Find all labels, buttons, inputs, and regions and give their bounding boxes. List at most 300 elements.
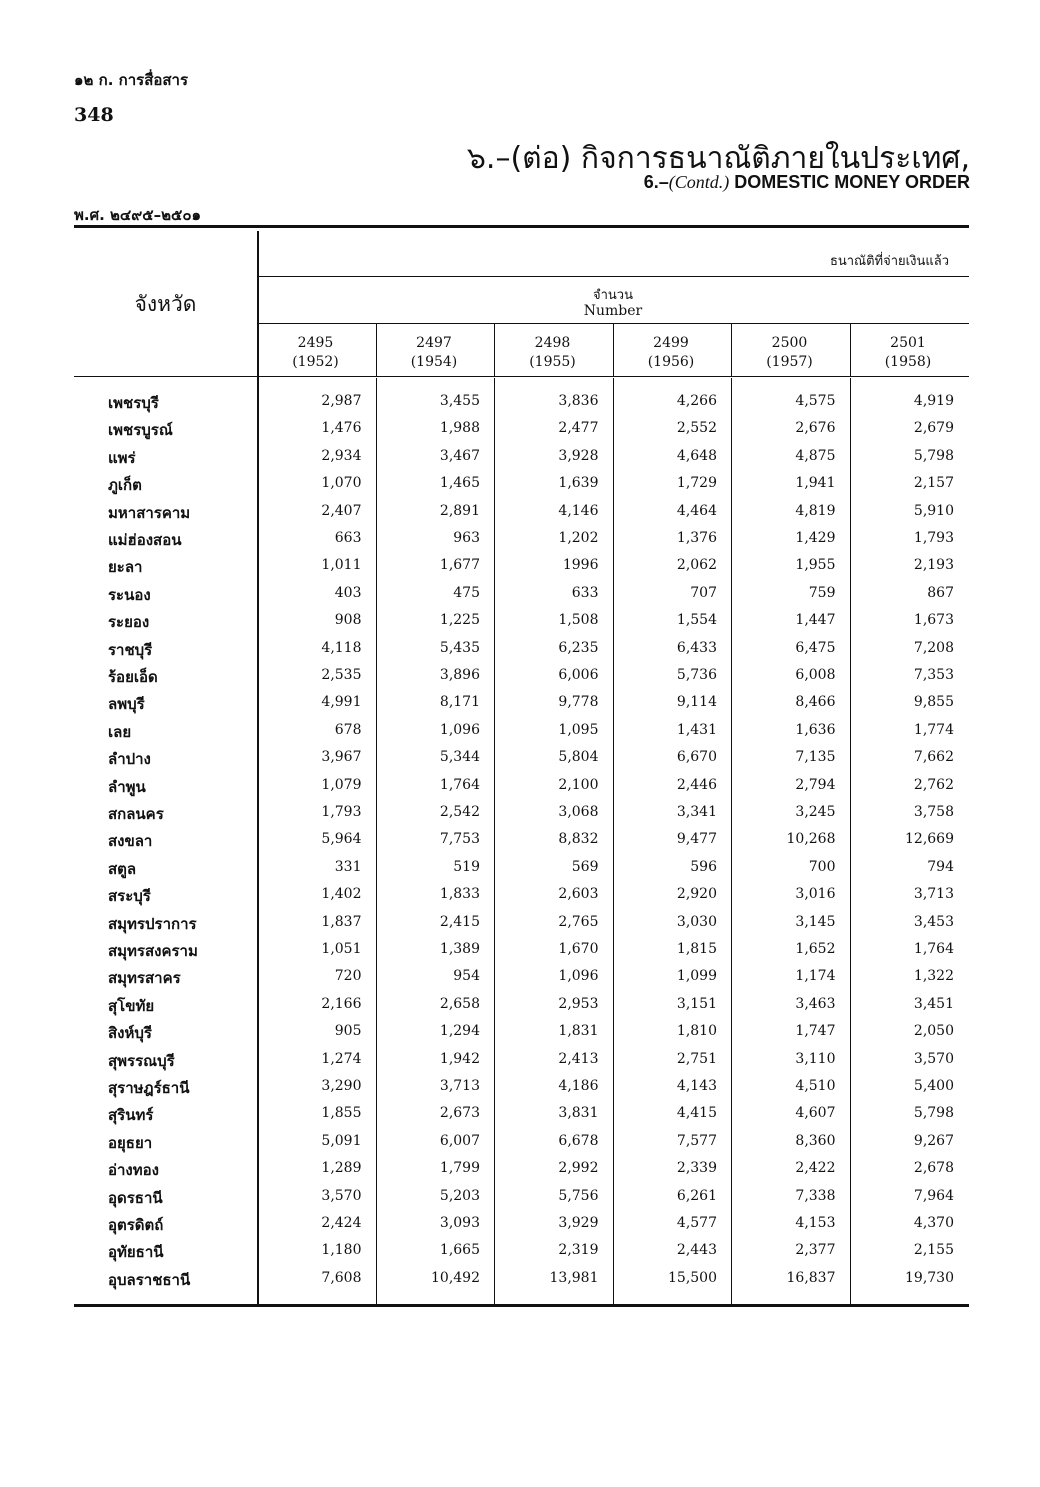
cell-value: 2,477	[558, 420, 599, 437]
province-name: อุบลราชธานี	[108, 1270, 191, 1289]
column-divider	[494, 323, 495, 377]
cell-value: 3,453	[913, 913, 954, 930]
cell-value: 1,429	[795, 530, 836, 546]
cell-value: 5,203	[439, 1187, 480, 1204]
cell-value: 2,157	[913, 475, 954, 492]
cell-value: 1,180	[321, 1242, 362, 1259]
cell-value: 1,652	[795, 941, 836, 957]
table-row	[74, 882, 969, 909]
cell-value: 3,758	[913, 804, 954, 820]
province-name: สระบุรี	[108, 887, 151, 906]
province-name: ภูเก็ต	[108, 476, 142, 495]
cell-value: 6,006	[558, 667, 599, 683]
cell-value: 1,855	[321, 1105, 362, 1122]
cell-value: 2,050	[913, 1023, 954, 1040]
cell-value: 3,455	[439, 393, 480, 409]
province-name: เพชรบูรณ์	[108, 421, 173, 440]
cell-value: 954	[453, 968, 480, 985]
table-row	[74, 416, 969, 443]
title-thai: ๖.–(ต่อ) กิจการธนาณัติภายในประเทศ,	[466, 141, 970, 176]
year-be: 2497	[416, 335, 452, 351]
cell-value: 2,535	[321, 667, 362, 683]
cell-value: 12,669	[905, 831, 954, 848]
cell-value: 5,964	[321, 831, 362, 848]
cell-value: 3,831	[558, 1105, 599, 1122]
cell-value: 7,208	[913, 639, 954, 656]
table-row	[74, 1156, 969, 1183]
table-row	[74, 553, 969, 580]
cell-value: 1,764	[439, 776, 480, 793]
cell-value: 6,433	[676, 639, 717, 656]
cell-value: 2,339	[676, 1160, 717, 1177]
cell-value: 1,294	[439, 1023, 480, 1040]
province-name: ระยอง	[108, 613, 150, 632]
cell-value: 2,658	[439, 995, 480, 1012]
cell-value: 1,955	[795, 557, 836, 574]
cell-value: 9,855	[913, 694, 954, 711]
cell-value: 4,118	[321, 639, 362, 656]
cell-value: 1,465	[439, 475, 480, 492]
table-row	[74, 910, 969, 937]
cell-value: 905	[334, 1023, 362, 1040]
cell-value: 4,991	[321, 694, 362, 711]
province-header: จังหวัด	[134, 292, 197, 316]
cell-value: 6,261	[676, 1187, 717, 1204]
table-row	[74, 1211, 969, 1238]
province-name: สุรินทร์	[108, 1106, 154, 1125]
province-name: ราชบุรี	[108, 640, 153, 659]
cell-value: 1,202	[558, 530, 599, 546]
cell-value: 1,837	[321, 913, 362, 930]
cell-value: 5,804	[558, 749, 599, 766]
cell-value: 1,942	[439, 1050, 480, 1067]
cell-value: 5,400	[913, 1078, 954, 1094]
year-be: 2495	[297, 335, 334, 351]
cell-value: 3,016	[795, 886, 836, 903]
year-header	[494, 334, 611, 372]
cell-value: 1,670	[558, 941, 599, 957]
cell-value: 4,648	[676, 447, 717, 464]
cell-value: 1,815	[676, 941, 717, 957]
cell-value: 1,636	[795, 721, 836, 738]
cell-value: 5,736	[676, 667, 717, 683]
cell-value: 4,146	[558, 502, 599, 519]
year-range-thai: พ.ศ. ๒๔๙๕–๒๕๐๑	[74, 206, 202, 224]
year-header	[850, 334, 967, 372]
cell-value: 4,819	[795, 502, 836, 519]
cell-value: 5,798	[913, 447, 954, 464]
province-name: ยะลา	[108, 558, 143, 577]
column-divider	[494, 378, 495, 1304]
cell-value: 5,344	[439, 749, 480, 766]
cell-value: 2,920	[676, 886, 717, 903]
table-row	[74, 1047, 969, 1074]
cell-value: 1,099	[676, 968, 717, 985]
cell-value: 1,174	[795, 968, 836, 985]
cell-value: 475	[453, 584, 480, 601]
table-row	[74, 718, 969, 745]
cell-value: 1,793	[321, 804, 362, 820]
province-name: ลพบุรี	[108, 695, 145, 714]
cell-value: 1,508	[558, 612, 599, 629]
table-row	[74, 855, 969, 882]
table-row	[74, 827, 969, 854]
year-ce: (1958)	[884, 354, 932, 370]
cell-value: 2,673	[439, 1105, 480, 1122]
cell-value: 1,447	[795, 612, 836, 629]
cell-value: 700	[808, 858, 836, 875]
cell-value: 1,225	[439, 612, 480, 629]
header-divider-bottom	[74, 376, 969, 377]
cell-value: 2,542	[439, 804, 480, 820]
cell-value: 3,928	[558, 447, 599, 464]
cell-value: 1,673	[913, 612, 954, 629]
cell-value: 2,193	[913, 557, 954, 574]
cell-value: 3,151	[676, 995, 717, 1012]
table-row	[74, 663, 969, 690]
cell-value: 6,008	[795, 667, 836, 683]
cell-value: 8,832	[558, 831, 599, 848]
cell-value: 1,810	[676, 1023, 717, 1040]
cell-value: 2,415	[439, 913, 480, 930]
cell-value: 4,510	[795, 1078, 836, 1094]
column-divider	[850, 323, 851, 377]
cell-value: 1,639	[558, 475, 599, 492]
cell-value: 10,268	[786, 831, 836, 848]
column-divider	[731, 378, 732, 1304]
cell-value: 3,451	[913, 995, 954, 1012]
table-row	[74, 937, 969, 964]
cell-value: 720	[334, 968, 362, 985]
cell-value: 2,891	[439, 502, 480, 519]
cell-value: 3,290	[321, 1078, 362, 1094]
year-be: 2501	[890, 335, 926, 351]
cell-value: 1,764	[913, 941, 954, 957]
cell-value: 2,794	[795, 776, 836, 793]
cell-value: 7,662	[913, 749, 954, 766]
cell-value: 2,166	[321, 995, 362, 1012]
page-number: 348	[74, 104, 114, 126]
table-row	[74, 636, 969, 663]
cell-value: 1,274	[321, 1050, 362, 1067]
table-row	[74, 389, 969, 416]
cell-value: 2,676	[795, 420, 836, 437]
year-ce: (1954)	[410, 354, 458, 370]
cell-value: 4,186	[558, 1078, 599, 1094]
cell-value: 16,837	[786, 1269, 836, 1286]
cell-value: 3,068	[558, 804, 599, 820]
cell-value: 908	[334, 612, 362, 629]
column-divider	[376, 378, 377, 1304]
cell-value: 794	[927, 858, 954, 875]
title-en-contd: (Contd.)	[668, 172, 730, 192]
province-name: ลำพูน	[108, 777, 146, 796]
title-en-prefix: 6.–	[643, 172, 669, 192]
cell-value: 4,266	[676, 393, 717, 409]
table-row	[74, 1266, 969, 1293]
province-name: สุพรรณบุรี	[108, 1051, 175, 1070]
cell-value: 1,833	[439, 886, 480, 903]
title-english	[644, 172, 970, 193]
cell-value: 9,477	[676, 831, 717, 848]
cell-value: 1,729	[676, 475, 717, 492]
cell-value: 2,422	[795, 1160, 836, 1177]
cell-value: 2,552	[676, 420, 717, 437]
cell-value: 2,446	[676, 776, 717, 793]
cell-value: 1,096	[558, 968, 599, 985]
cell-value: 1,402	[321, 886, 362, 903]
cell-value: 1,747	[795, 1023, 836, 1040]
cell-value: 1,665	[439, 1242, 480, 1259]
cell-value: 4,415	[676, 1105, 717, 1122]
table-row	[74, 526, 969, 553]
cell-value: 2,424	[321, 1215, 362, 1231]
cell-value: 1,376	[676, 530, 717, 546]
cell-value: 4,875	[795, 447, 836, 464]
table-row	[74, 992, 969, 1019]
cell-value: 6,678	[558, 1132, 599, 1149]
province-name: สมุทรปราการ	[108, 914, 197, 933]
province-name: อยุธยา	[108, 1133, 153, 1152]
cell-value: 2,987	[321, 393, 362, 409]
cell-value: 403	[334, 584, 362, 601]
cell-value: 867	[927, 584, 954, 601]
cell-value: 2,678	[913, 1160, 954, 1177]
cell-value: 519	[453, 858, 480, 875]
year-be: 2499	[653, 335, 689, 351]
cell-value: 4,919	[913, 393, 954, 409]
cell-value: 13,981	[549, 1269, 599, 1286]
cell-value: 5,091	[321, 1132, 362, 1149]
table-row	[74, 1101, 969, 1128]
cell-value: 1,774	[913, 721, 954, 738]
cell-value: 707	[690, 584, 717, 601]
cell-value: 7,753	[439, 831, 480, 848]
province-name: แม่ฮ่องสอน	[108, 531, 182, 549]
cell-value: 6,235	[558, 639, 599, 656]
cell-value: 3,110	[795, 1050, 836, 1067]
province-name: ลำปาง	[108, 750, 151, 769]
cell-value: 5,435	[439, 639, 480, 656]
province-name: สกลนคร	[108, 805, 164, 823]
cell-value: 9,778	[558, 694, 599, 711]
cell-value: 9,267	[913, 1132, 954, 1149]
table-row	[74, 499, 969, 526]
cell-value: 7,353	[913, 667, 954, 683]
cell-value: 4,577	[676, 1215, 717, 1231]
province-name: อุดรธานี	[108, 1188, 163, 1207]
table-row	[74, 444, 969, 471]
cell-value: 3,713	[913, 886, 954, 903]
cell-value: 3,929	[558, 1215, 599, 1231]
year-ce: (1955)	[529, 354, 576, 370]
cell-value: 2,407	[321, 502, 362, 519]
cell-value: 3,967	[321, 749, 362, 766]
column-divider	[376, 323, 377, 377]
cell-value: 1,322	[913, 968, 954, 985]
cell-value: 8,360	[795, 1132, 836, 1149]
cell-value: 2,155	[913, 1242, 954, 1259]
province-name: อุตรดิตถ์	[108, 1216, 164, 1234]
cell-value: 963	[453, 530, 480, 546]
cell-value: 1,476	[321, 420, 362, 437]
table-row	[74, 773, 969, 800]
province-name: อุทัยธานี	[108, 1243, 164, 1262]
table-row	[74, 1129, 969, 1156]
cell-value: 663	[334, 530, 362, 546]
table-row	[74, 800, 969, 827]
year-ce: (1956)	[647, 354, 695, 370]
table-row	[74, 1184, 969, 1211]
cell-value: 7,964	[913, 1187, 954, 1204]
year-header	[731, 334, 848, 372]
cell-value: 4,370	[913, 1215, 954, 1231]
cell-value: 596	[690, 858, 717, 875]
cell-value: 1,799	[439, 1160, 480, 1177]
province-name: เพชรบุรี	[108, 394, 159, 412]
cell-value: 5,910	[913, 502, 954, 519]
province-name: สุราษฎร์ธานี	[108, 1079, 190, 1097]
cell-value: 6,007	[439, 1132, 480, 1149]
cell-value: 6,475	[795, 639, 836, 656]
section-label: ๑๒ ก. การสื่อสาร	[74, 71, 188, 89]
title-en-main: DOMESTIC MONEY ORDER	[729, 172, 970, 192]
table-row	[74, 964, 969, 991]
cell-value: 3,145	[795, 913, 836, 930]
cell-value: 3,896	[439, 667, 480, 683]
cell-value: 1,051	[321, 941, 362, 957]
year-header	[376, 334, 493, 372]
cell-value: 4,464	[676, 502, 717, 519]
year-header	[257, 334, 374, 372]
cell-value: 2,992	[558, 1160, 599, 1177]
cell-value: 10,492	[431, 1269, 480, 1286]
province-name: สมุทรสงคราม	[108, 942, 198, 960]
cell-value: 2,413	[558, 1050, 599, 1067]
cell-value: 3,463	[795, 995, 836, 1012]
province-name: สมุทรสาคร	[108, 969, 181, 988]
cell-value: 1,096	[439, 721, 480, 738]
cell-value: 6,670	[676, 749, 717, 766]
table-row	[74, 608, 969, 635]
cell-value: 7,338	[795, 1187, 836, 1204]
cell-value: 7,135	[795, 749, 836, 766]
year-header	[613, 334, 730, 372]
cell-value: 2,443	[676, 1242, 717, 1259]
province-name: สุโขทัย	[108, 996, 155, 1015]
table-row	[74, 690, 969, 717]
table-row	[74, 471, 969, 498]
table-row	[74, 1238, 969, 1265]
year-be: 2500	[771, 335, 808, 351]
province-name: แพร่	[108, 448, 136, 467]
cell-value: 5,798	[913, 1105, 954, 1122]
province-name: อ่างทอง	[108, 1161, 159, 1180]
column-divider	[613, 323, 614, 377]
province-name: ระนอง	[108, 585, 151, 604]
cell-value: 2,765	[558, 913, 599, 930]
cell-value: 331	[334, 858, 362, 875]
cell-value: 2,100	[558, 776, 599, 793]
cell-value: 3,570	[913, 1050, 954, 1067]
number-label-thai: จำนวน	[593, 288, 633, 303]
cell-value: 1,095	[558, 721, 599, 738]
province-name: สงขลา	[108, 832, 153, 851]
cell-value: 1,289	[321, 1160, 362, 1177]
number-label-english: Number	[583, 303, 643, 319]
cell-value: 1,079	[321, 776, 362, 793]
province-name: สตูล	[108, 859, 137, 878]
cell-value: 1,677	[439, 557, 480, 574]
cell-value: 2,953	[558, 995, 599, 1012]
cell-value: 3,836	[558, 393, 599, 409]
cell-value: 15,500	[668, 1269, 717, 1286]
province-name: สิงห์บุรี	[108, 1024, 152, 1043]
province-name: มหาสารคาม	[108, 503, 191, 522]
cell-value: 3,341	[676, 804, 717, 820]
cell-value: 8,171	[439, 694, 480, 711]
table-row	[74, 1019, 969, 1046]
cell-value: 1,011	[321, 557, 362, 574]
column-divider	[731, 323, 732, 377]
table-row	[74, 581, 969, 608]
cell-value: 1,389	[439, 941, 480, 957]
cell-value: 4,153	[795, 1215, 836, 1231]
year-ce: (1952)	[292, 354, 339, 370]
cell-value: 4,143	[676, 1078, 717, 1094]
year-be: 2498	[534, 335, 571, 351]
table-row	[74, 1074, 969, 1101]
cell-value: 4,607	[795, 1105, 836, 1122]
cell-value: 569	[571, 858, 599, 875]
cell-value: 4,575	[795, 393, 836, 409]
cell-value: 7,608	[321, 1269, 362, 1286]
cell-value: 3,713	[439, 1078, 480, 1094]
cell-value: 1,988	[439, 420, 480, 437]
column-divider	[850, 378, 851, 1304]
column-divider	[613, 378, 614, 1304]
paid-money-orders-label: ธนาณัติที่จ่ายเงินแล้ว	[829, 254, 949, 269]
cell-value: 3,093	[439, 1215, 480, 1231]
cell-value: 2,603	[558, 886, 599, 903]
cell-value: 2,377	[795, 1242, 836, 1259]
cell-value: 2,751	[676, 1050, 717, 1067]
cell-value: 2,934	[321, 447, 362, 464]
header-divider-top	[257, 276, 969, 277]
cell-value: 19,730	[905, 1269, 954, 1286]
cell-value: 1,431	[676, 721, 717, 738]
cell-value: 3,030	[676, 913, 717, 930]
cell-value: 2,062	[676, 557, 717, 574]
cell-value: 2,319	[558, 1242, 599, 1259]
year-ce: (1957)	[766, 354, 813, 370]
cell-value: 1,941	[795, 475, 836, 492]
cell-value: 759	[808, 584, 836, 601]
table-row	[74, 745, 969, 772]
cell-value: 5,756	[558, 1187, 599, 1204]
cell-value: 1,831	[558, 1023, 599, 1040]
cell-value: 7,577	[676, 1132, 717, 1149]
cell-value: 9,114	[676, 694, 717, 711]
cell-value: 3,467	[439, 447, 480, 464]
cell-value: 1,793	[913, 530, 954, 546]
cell-value: 678	[334, 721, 362, 738]
cell-value: 1,554	[676, 612, 717, 629]
cell-value: 1996	[562, 557, 599, 574]
province-name: ร้อยเอ็ด	[108, 668, 158, 686]
province-name: เลย	[108, 722, 132, 741]
cell-value: 3,570	[321, 1187, 362, 1204]
